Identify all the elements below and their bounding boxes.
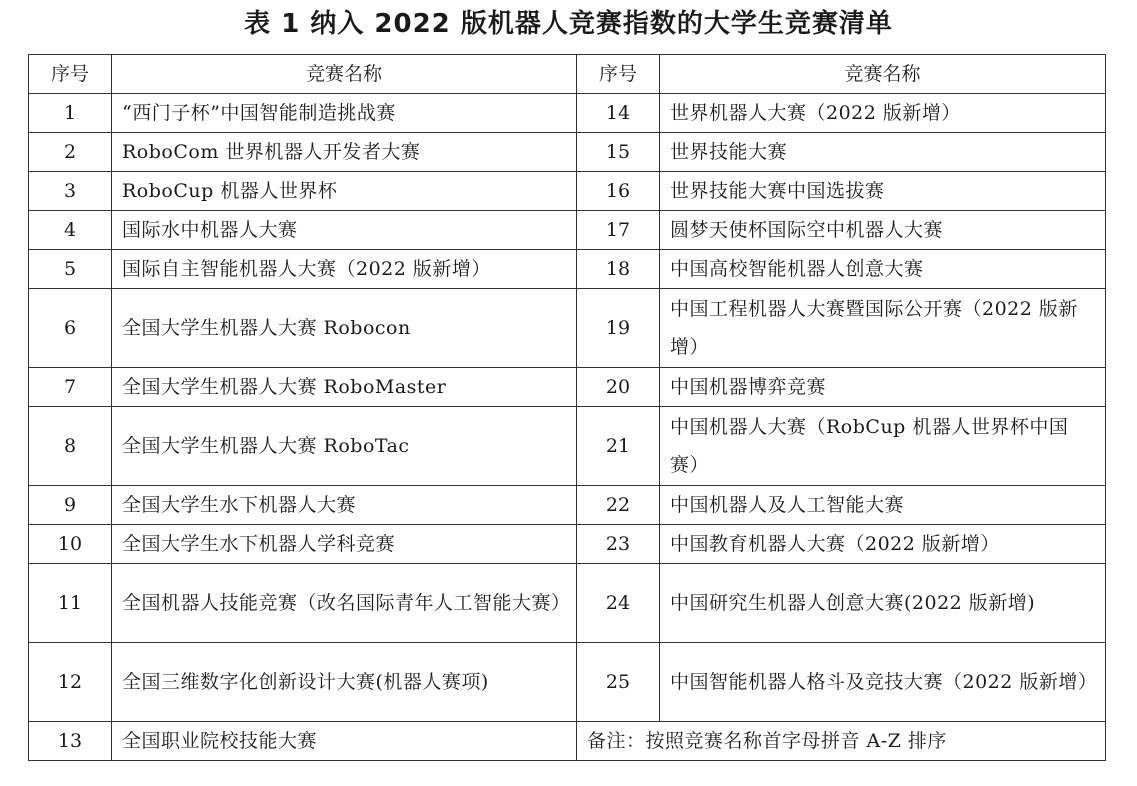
row-number: 13 bbox=[29, 722, 112, 761]
table-row bbox=[29, 94, 1106, 133]
competition-name: 中国工程机器人大赛暨国际公开赛（2022 版新增） bbox=[660, 289, 1106, 368]
header-name-right: 竞赛名称 bbox=[660, 55, 1106, 94]
header-no-right: 序号 bbox=[577, 55, 660, 94]
row-number: 5 bbox=[29, 250, 112, 289]
table-row bbox=[29, 564, 1106, 643]
competition-name: 国际水中机器人大赛 bbox=[112, 211, 577, 250]
row-number: 11 bbox=[29, 564, 112, 643]
row-number: 17 bbox=[577, 211, 660, 250]
header-row bbox=[29, 55, 1106, 94]
row-number: 10 bbox=[29, 525, 112, 564]
competition-name: 全国职业院校技能大赛 bbox=[112, 722, 577, 761]
competition-name: 世界技能大赛 bbox=[660, 133, 1106, 172]
competition-table bbox=[28, 54, 1106, 761]
competition-name: 中国智能机器人格斗及竞技大赛（2022 版新增） bbox=[660, 643, 1106, 722]
row-number: 8 bbox=[29, 407, 112, 486]
row-number: 24 bbox=[577, 564, 660, 643]
row-number: 23 bbox=[577, 525, 660, 564]
competition-name: 全国大学生机器人大赛 RoboMaster bbox=[112, 368, 577, 407]
competition-name: 全国机器人技能竞赛（改名国际青年人工智能大赛） bbox=[112, 564, 577, 643]
header-no-left: 序号 bbox=[29, 55, 112, 94]
table-row bbox=[29, 250, 1106, 289]
table-row bbox=[29, 289, 1106, 368]
row-number: 20 bbox=[577, 368, 660, 407]
row-number: 15 bbox=[577, 133, 660, 172]
table-row bbox=[29, 211, 1106, 250]
row-number: 2 bbox=[29, 133, 112, 172]
competition-name: 世界机器人大赛（2022 版新增） bbox=[660, 94, 1106, 133]
competition-name: 中国机器人及人工智能大赛 bbox=[660, 486, 1106, 525]
table-title: 表 1 纳入 2022 版机器人竞赛指数的大学生竞赛清单 bbox=[244, 9, 893, 39]
competition-name: 中国机器博弈竞赛 bbox=[660, 368, 1106, 407]
table-note: 备注：按照竞赛名称首字母拼音 A-Z 排序 bbox=[577, 722, 1106, 761]
row-number: 19 bbox=[577, 289, 660, 368]
row-number: 18 bbox=[577, 250, 660, 289]
competition-name: 中国教育机器人大赛（2022 版新增） bbox=[660, 525, 1106, 564]
row-number: 12 bbox=[29, 643, 112, 722]
competition-name: RoboCom 世界机器人开发者大赛 bbox=[112, 133, 577, 172]
table-row bbox=[29, 172, 1106, 211]
competition-name: 全国大学生水下机器人大赛 bbox=[112, 486, 577, 525]
competition-name: “西门子杯”中国智能制造挑战赛 bbox=[112, 94, 577, 133]
table-row bbox=[29, 722, 1106, 761]
row-number: 25 bbox=[577, 643, 660, 722]
competition-name: 全国三维数字化创新设计大赛(机器人赛项) bbox=[112, 643, 577, 722]
competition-name: 全国大学生水下机器人学科竞赛 bbox=[112, 525, 577, 564]
competition-name: 圆梦天使杯国际空中机器人大赛 bbox=[660, 211, 1106, 250]
competition-name: 全国大学生机器人大赛 RoboTac bbox=[112, 407, 577, 486]
row-number: 1 bbox=[29, 94, 112, 133]
table-row bbox=[29, 133, 1106, 172]
competition-name: 全国大学生机器人大赛 Robocon bbox=[112, 289, 577, 368]
row-number: 6 bbox=[29, 289, 112, 368]
row-number: 16 bbox=[577, 172, 660, 211]
table-row bbox=[29, 643, 1106, 722]
row-number: 14 bbox=[577, 94, 660, 133]
row-number: 3 bbox=[29, 172, 112, 211]
table-row bbox=[29, 368, 1106, 407]
row-number: 22 bbox=[577, 486, 660, 525]
competition-name: 国际自主智能机器人大赛（2022 版新增） bbox=[112, 250, 577, 289]
row-number: 7 bbox=[29, 368, 112, 407]
header-name-left: 竞赛名称 bbox=[112, 55, 577, 94]
row-number: 9 bbox=[29, 486, 112, 525]
competition-name: RoboCup 机器人世界杯 bbox=[112, 172, 577, 211]
table-row bbox=[29, 486, 1106, 525]
row-number: 4 bbox=[29, 211, 112, 250]
row-number: 21 bbox=[577, 407, 660, 486]
competition-name: 中国机器人大赛（RobCup 机器人世界杯中国赛） bbox=[660, 407, 1106, 486]
competition-name: 世界技能大赛中国选拔赛 bbox=[660, 172, 1106, 211]
competition-name: 中国研究生机器人创意大赛(2022 版新增) bbox=[660, 564, 1106, 643]
competition-name: 中国高校智能机器人创意大赛 bbox=[660, 250, 1106, 289]
table-row bbox=[29, 407, 1106, 486]
table-row bbox=[29, 525, 1106, 564]
